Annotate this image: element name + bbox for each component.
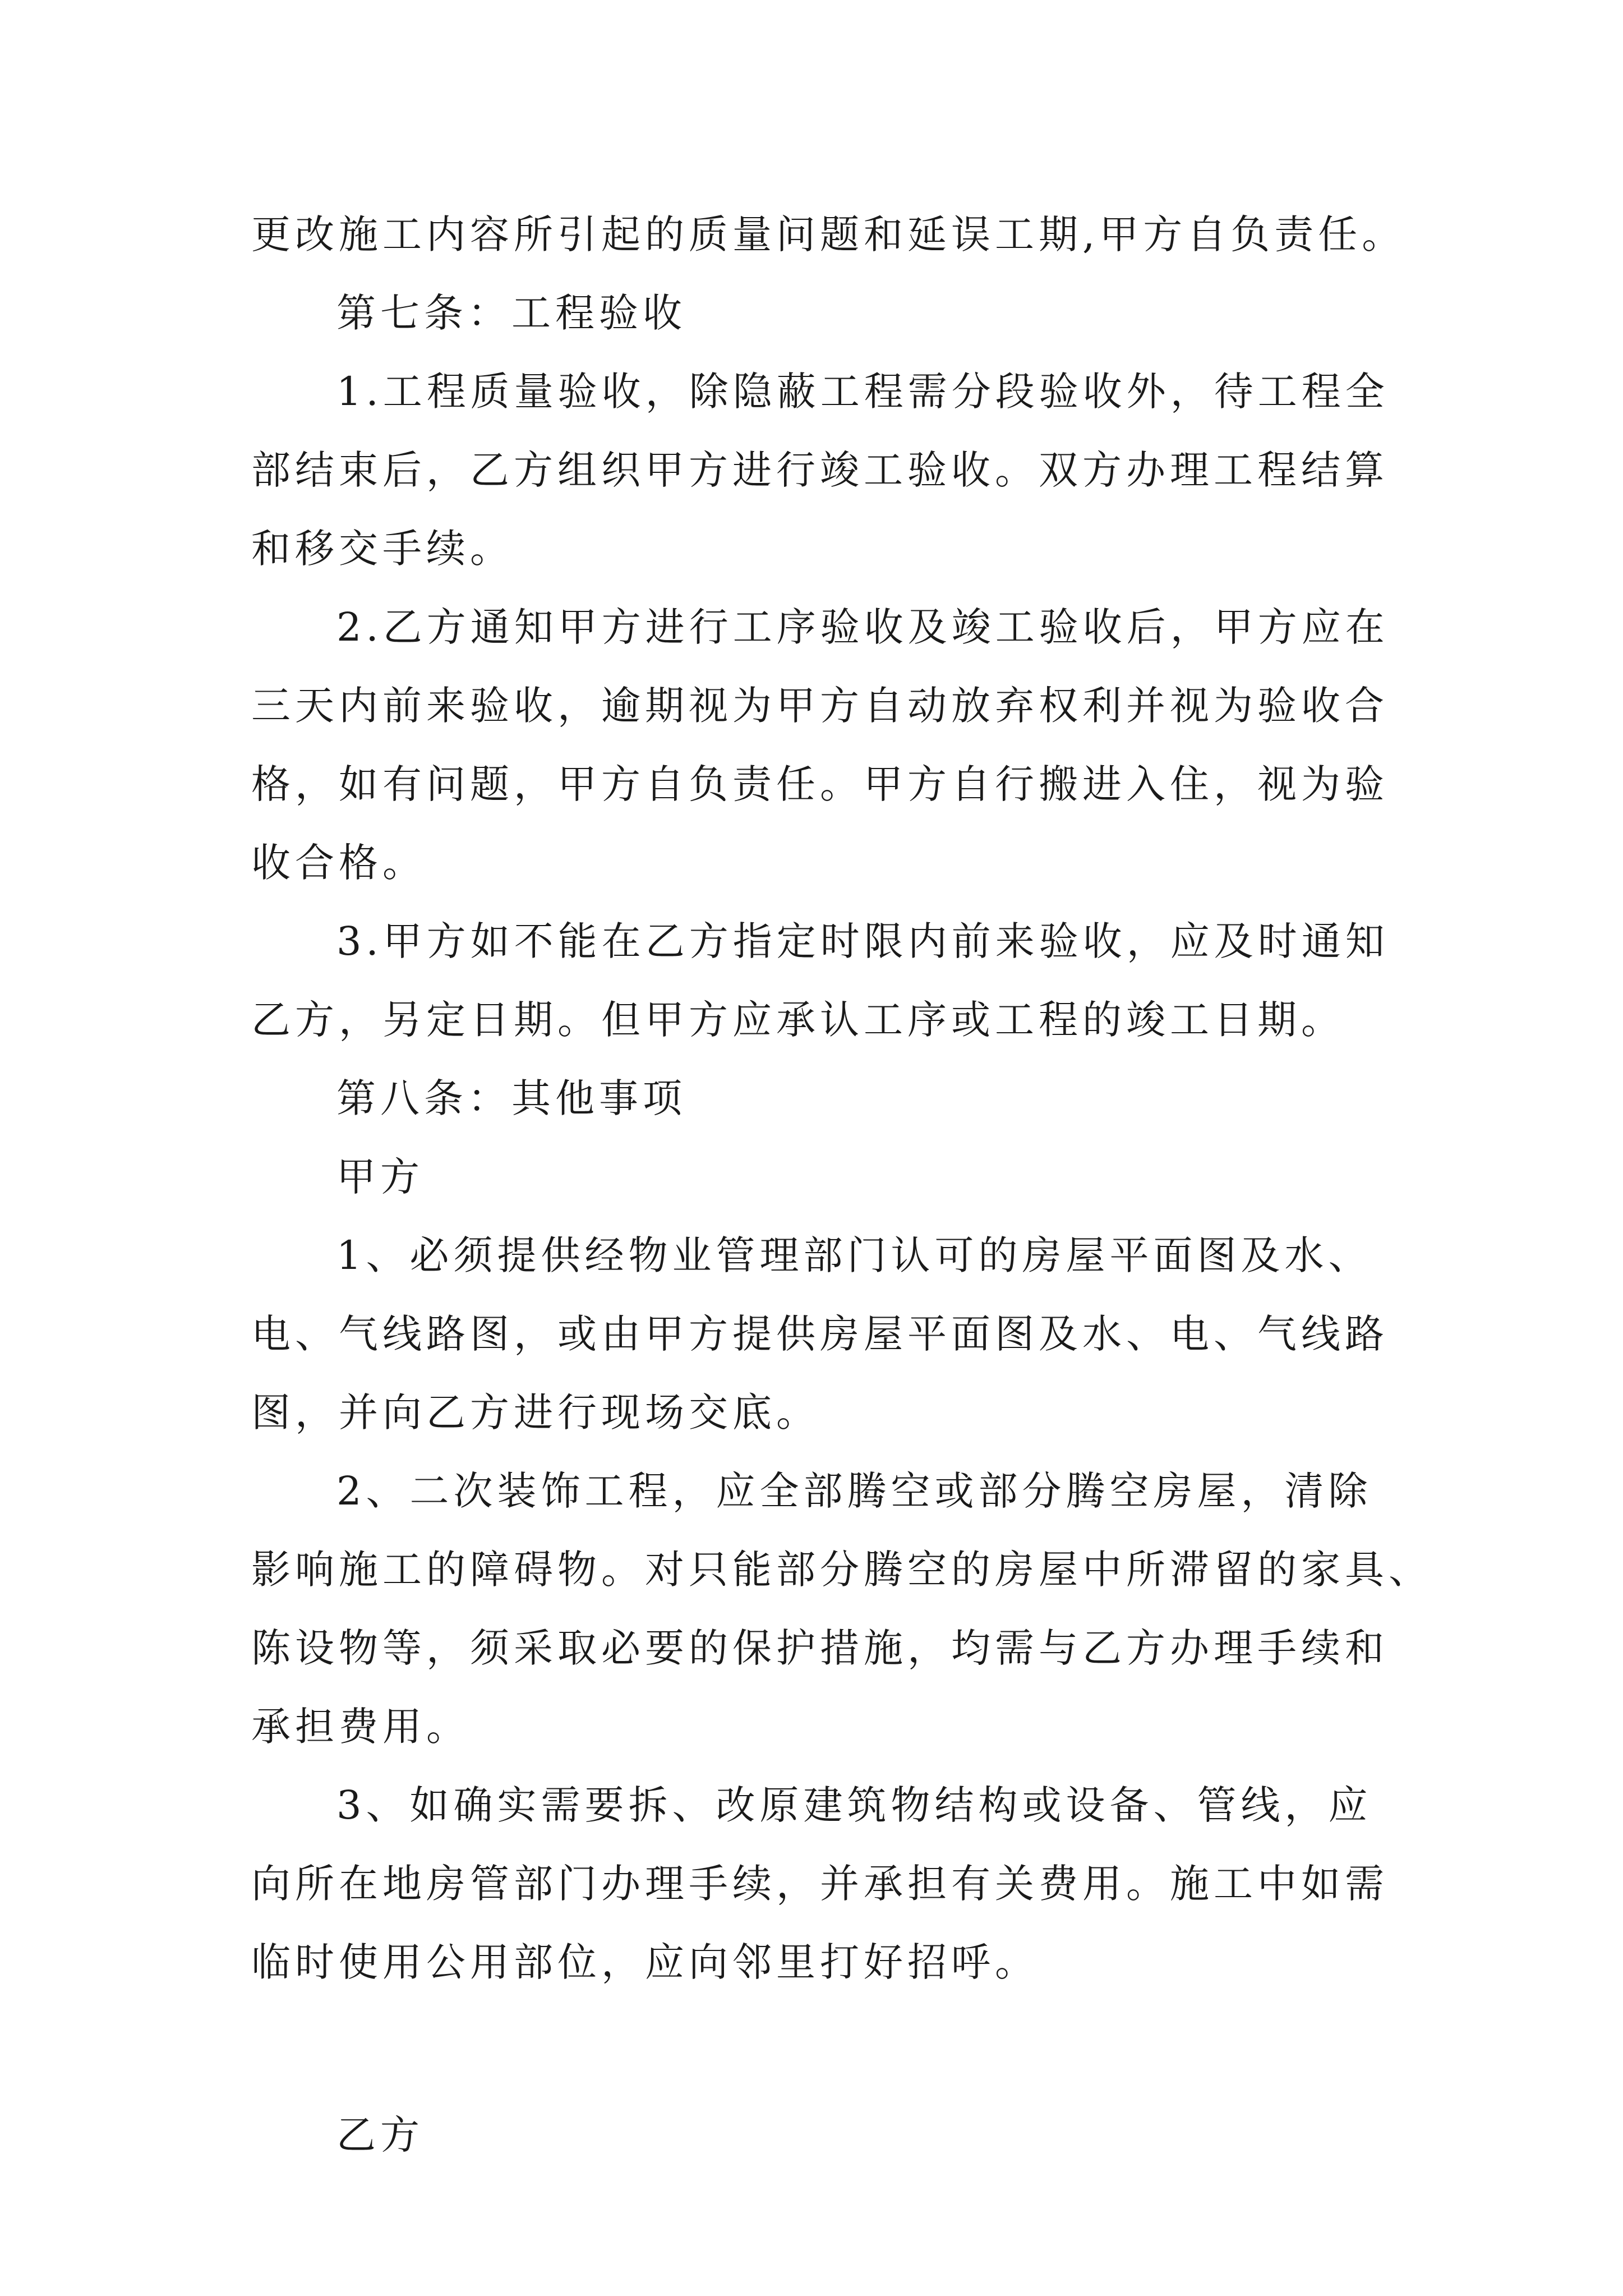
paragraph-line: 陈设物等，须采取必要的保护措施，均需与乙方办理手续和 <box>251 1625 1389 1671</box>
paragraph-line: 临时使用公用部位，应向邻里打好招呼。 <box>251 1939 1039 1985</box>
section-heading: 第七条：工程验收 <box>336 290 686 336</box>
party-label: 甲方 <box>336 1154 424 1200</box>
section-heading: 第八条：其他事项 <box>336 1075 686 1121</box>
paragraph-line: 收合格。 <box>251 840 426 886</box>
party-label: 乙方 <box>336 2112 424 2158</box>
paragraph-line: 三天内前来验收，逾期视为甲方自动放弃权利并视为验收合 <box>251 683 1389 729</box>
paragraph-line: 影响施工的障碍物。对只能部分腾空的房屋中所滞留的家具、 <box>251 1547 1432 1593</box>
paragraph-line: 承担费用。 <box>251 1704 470 1750</box>
paragraph-line: 向所在地房管部门办理手续，并承担有关费用。施工中如需 <box>251 1861 1389 1907</box>
paragraph-line: 部结束后，乙方组织甲方进行竣工验收。双方办理工程结算 <box>251 447 1389 493</box>
paragraph-line: 更改施工内容所引起的质量问题和延误工期,甲方自负责任。 <box>251 211 1406 257</box>
paragraph-line: 图，并向乙方进行现场交底。 <box>251 1389 820 1435</box>
paragraph-line: 1.工程质量验收，除隐蔽工程需分段验收外，待工程全 <box>336 369 1389 415</box>
paragraph-line: 1、必须提供经物业管理部门认可的房屋平面图及水、 <box>336 1232 1372 1278</box>
document-body <box>251 206 1446 2185</box>
paragraph-line: 2.乙方通知甲方进行工序验收及竣工验收后，甲方应在 <box>336 604 1389 650</box>
paragraph-line: 和移交手续。 <box>251 526 514 572</box>
paragraph-line: 乙方，另定日期。但甲方应承认工序或工程的竣工日期。 <box>251 997 1345 1043</box>
paragraph-line: 3、如确实需要拆、改原建筑物结构或设备、管线，应 <box>336 1782 1372 1828</box>
paragraph-line: 电、气线路图，或由甲方提供房屋平面图及水、电、气线路 <box>251 1311 1389 1357</box>
paragraph-line: 2、二次装饰工程，应全部腾空或部分腾空房屋，清除 <box>336 1468 1372 1514</box>
paragraph-line: 3.甲方如不能在乙方指定时限内前来验收，应及时通知 <box>336 918 1389 964</box>
paragraph-line: 格，如有问题，甲方自负责任。甲方自行搬进入住，视为验 <box>251 761 1389 807</box>
spacer <box>251 2013 1446 2107</box>
